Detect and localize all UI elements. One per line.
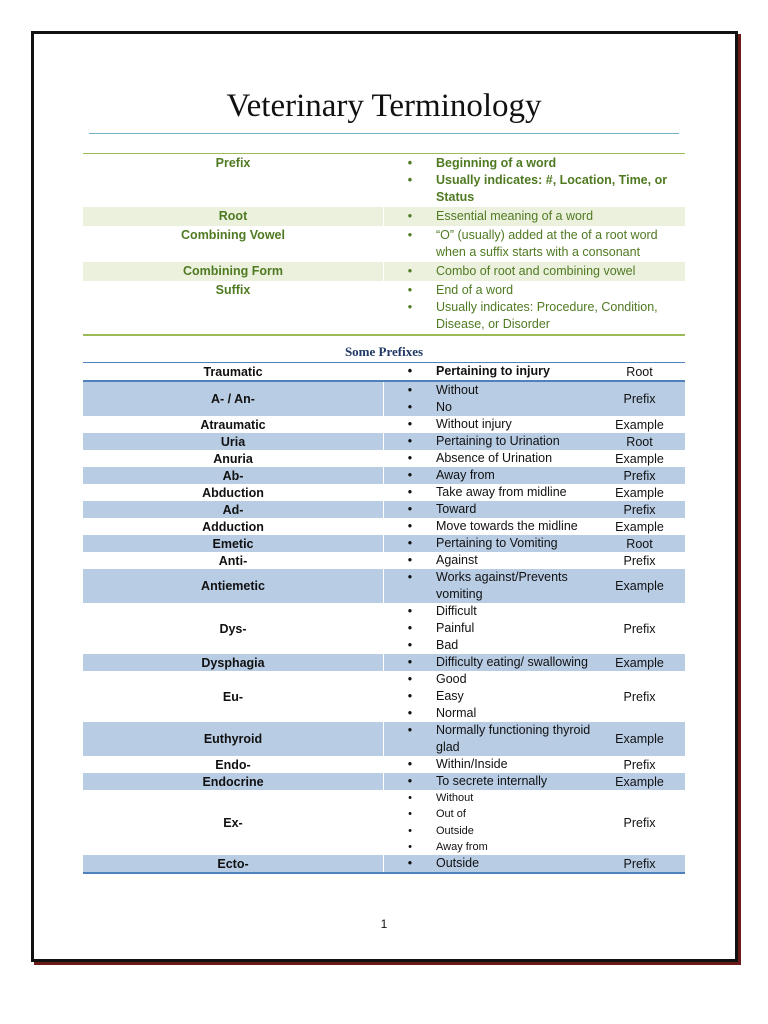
prefix-type: Example bbox=[615, 655, 664, 670]
bullet-dot-icon: • bbox=[407, 757, 413, 771]
bullet-dot-icon: • bbox=[407, 209, 413, 223]
bullet-text: Normally functioning thyroid bbox=[436, 723, 591, 737]
bullet-item bbox=[384, 189, 675, 206]
term-definition bbox=[383, 154, 685, 207]
bullet-item bbox=[384, 535, 594, 552]
bullet-item bbox=[384, 552, 594, 569]
bullet-text: Essential meaning of a word bbox=[436, 209, 594, 223]
bullet-item bbox=[384, 433, 594, 450]
bullet-item bbox=[384, 722, 594, 739]
bullet-text: Normal bbox=[436, 706, 477, 720]
prefix-term: A- / An- bbox=[211, 392, 255, 406]
prefix-term: Ecto- bbox=[217, 856, 249, 871]
bullet-item bbox=[384, 484, 594, 501]
bullet-dot-icon: • bbox=[407, 570, 413, 584]
bullet-dot-icon: • bbox=[407, 451, 413, 465]
page-number: 1 bbox=[380, 917, 388, 931]
bullet-dot-icon: • bbox=[407, 774, 413, 788]
bullet-dot-icon: • bbox=[407, 300, 413, 314]
bullet-item bbox=[384, 586, 594, 603]
prefix-row bbox=[83, 382, 685, 416]
bullet-item bbox=[384, 705, 594, 722]
bullet-dot-icon: • bbox=[407, 672, 413, 686]
bullet-dot-icon: • bbox=[407, 364, 413, 378]
bullet-text: Out of bbox=[436, 808, 466, 821]
prefix-meaning bbox=[383, 363, 594, 380]
bullet-dot-icon: • bbox=[407, 283, 413, 297]
prefix-term: Dys- bbox=[219, 621, 247, 636]
prefix-row bbox=[83, 416, 685, 433]
bullet-text: No bbox=[436, 400, 452, 414]
prefix-term: Traumatic bbox=[203, 364, 263, 379]
bullet-text: Pertaining to Urination bbox=[436, 434, 560, 448]
bullet-item bbox=[384, 671, 594, 688]
prefix-term: Ab- bbox=[222, 468, 244, 483]
term-row bbox=[83, 154, 685, 207]
bullet-dot-icon: • bbox=[407, 638, 413, 652]
bullet-text: glad bbox=[436, 740, 460, 754]
prefix-row bbox=[83, 756, 685, 773]
prefix-type: Prefix bbox=[623, 621, 656, 636]
bullet-text: when a suffix starts with a consonant bbox=[436, 245, 641, 259]
prefix-meaning bbox=[383, 433, 594, 450]
prefixes-table bbox=[83, 362, 685, 874]
prefix-row bbox=[83, 773, 685, 790]
prefix-row bbox=[83, 433, 685, 450]
prefix-type: Root bbox=[626, 434, 653, 449]
bullet-dot-icon: • bbox=[407, 228, 413, 242]
prefix-meaning bbox=[383, 790, 594, 855]
prefix-row bbox=[83, 654, 685, 671]
prefix-meaning bbox=[383, 603, 594, 654]
term-row bbox=[83, 207, 685, 226]
prefix-row bbox=[83, 855, 685, 872]
bullet-text: Works against/Prevents bbox=[436, 570, 568, 584]
bullet-item bbox=[384, 603, 594, 620]
prefix-meaning bbox=[383, 467, 594, 484]
prefix-meaning bbox=[383, 484, 594, 501]
prefix-row bbox=[83, 467, 685, 484]
prefix-row bbox=[83, 450, 685, 467]
bullet-dot-icon: • bbox=[407, 485, 413, 499]
bullet-dot-icon: • bbox=[407, 156, 413, 170]
prefix-term: Adduction bbox=[202, 519, 264, 534]
bullet-text: Without bbox=[436, 383, 479, 397]
bullet-dot-icon: • bbox=[407, 621, 413, 635]
bullet-text: Absence of Urination bbox=[436, 451, 553, 465]
bullet-dot-icon: • bbox=[407, 689, 413, 703]
term-name: Suffix bbox=[215, 283, 251, 297]
bullet-item bbox=[384, 363, 594, 380]
bullet-item bbox=[384, 790, 594, 806]
bullet-item bbox=[384, 208, 675, 225]
bullet-text: Without bbox=[436, 792, 474, 804]
bullet-dot-icon: • bbox=[407, 723, 413, 737]
terms-table bbox=[83, 153, 685, 336]
bullet-item bbox=[384, 688, 594, 705]
bullet-dot-icon bbox=[384, 244, 436, 261]
prefix-term: Emetic bbox=[212, 536, 254, 551]
term-row bbox=[83, 262, 685, 281]
bullet-text: Good bbox=[436, 672, 467, 686]
prefix-type: Example bbox=[615, 485, 664, 500]
prefix-meaning bbox=[383, 416, 594, 433]
prefix-row bbox=[83, 518, 685, 535]
bullet-text: Outside bbox=[436, 824, 474, 837]
bullet-item bbox=[384, 382, 594, 399]
prefix-row bbox=[83, 722, 685, 756]
bullet-dot-icon bbox=[384, 189, 436, 206]
bullet-dot-icon: • bbox=[407, 655, 413, 669]
term-row bbox=[83, 226, 685, 262]
bullet-text: Within/Inside bbox=[436, 757, 508, 771]
bullet-item bbox=[384, 501, 594, 518]
prefix-meaning bbox=[383, 535, 594, 552]
bullet-item bbox=[384, 299, 675, 316]
bullet-dot-icon: • bbox=[407, 383, 413, 397]
bullet-text: Pertaining to injury bbox=[436, 364, 550, 378]
prefix-term: Endocrine bbox=[202, 774, 264, 789]
prefix-type: Example bbox=[615, 417, 664, 432]
prefix-type: Prefix bbox=[623, 468, 656, 483]
bullet-text: Disease, or Disorder bbox=[436, 317, 550, 331]
prefix-type: Example bbox=[615, 579, 664, 593]
bullet-text: Combo of root and combining vowel bbox=[436, 264, 636, 278]
bullet-text: Outside bbox=[436, 856, 480, 871]
prefix-type: Prefix bbox=[623, 392, 656, 406]
prefix-type: Example bbox=[615, 732, 664, 746]
bullet-text: Easy bbox=[436, 689, 464, 703]
prefix-term: Antiemetic bbox=[201, 579, 265, 593]
bullet-dot-icon: • bbox=[408, 808, 412, 821]
bullet-dot-icon: • bbox=[407, 468, 413, 482]
bullet-dot-icon: • bbox=[407, 604, 413, 618]
bullet-dot-icon: • bbox=[407, 553, 413, 567]
bullet-item bbox=[384, 172, 675, 189]
bullet-dot-icon: • bbox=[407, 502, 413, 516]
bullet-text: Difficult bbox=[436, 604, 477, 618]
bullet-text: Painful bbox=[436, 621, 475, 635]
bullet-item bbox=[384, 244, 675, 261]
prefix-row bbox=[83, 484, 685, 501]
prefix-term: Eu- bbox=[222, 689, 244, 704]
bullet-text: Toward bbox=[436, 502, 477, 516]
prefix-term: Uria bbox=[220, 434, 246, 449]
bullet-dot-icon: • bbox=[407, 400, 413, 414]
bullet-dot-icon: • bbox=[407, 519, 413, 533]
bullet-text: Away from bbox=[436, 840, 488, 853]
bullet-dot-icon bbox=[384, 316, 436, 333]
bullet-dot-icon: • bbox=[407, 856, 413, 871]
bullet-text: “O” (usually) added at the of a root word bbox=[436, 228, 658, 242]
term-row bbox=[83, 281, 685, 334]
prefix-type: Example bbox=[615, 451, 664, 466]
prefix-term: Atraumatic bbox=[200, 417, 266, 432]
bullet-item bbox=[384, 450, 594, 467]
bullet-item bbox=[384, 855, 594, 872]
prefix-meaning bbox=[383, 671, 594, 722]
prefix-type: Prefix bbox=[623, 815, 656, 830]
term-definition bbox=[383, 262, 685, 281]
bullet-item bbox=[384, 773, 594, 790]
prefix-meaning bbox=[383, 722, 594, 756]
bullet-text: Pertaining to Vomiting bbox=[436, 536, 558, 550]
prefix-term: Abduction bbox=[202, 485, 264, 500]
prefix-meaning bbox=[383, 450, 594, 467]
prefix-type: Prefix bbox=[623, 757, 656, 772]
term-definition bbox=[383, 207, 685, 226]
prefix-term: Dysphagia bbox=[201, 655, 265, 670]
bullet-item bbox=[384, 282, 675, 299]
prefix-meaning bbox=[383, 552, 594, 569]
bullet-text: Bad bbox=[436, 638, 459, 652]
bullet-item bbox=[384, 569, 594, 586]
page-title: Veterinary Terminology bbox=[226, 88, 542, 124]
prefix-type: Root bbox=[626, 536, 653, 551]
term-name: Combining Form bbox=[183, 264, 283, 278]
bullet-dot-icon: • bbox=[407, 173, 413, 187]
bullet-text: Usually indicates: #, Location, Time, or bbox=[436, 173, 668, 187]
bullet-item bbox=[384, 654, 594, 671]
prefix-type: Example bbox=[615, 774, 664, 789]
bullet-item bbox=[384, 155, 675, 172]
bullet-item bbox=[384, 637, 594, 654]
bullet-item bbox=[384, 518, 594, 535]
bullet-item bbox=[384, 739, 594, 756]
bullet-item bbox=[384, 467, 594, 484]
prefix-term: Euthyroid bbox=[203, 732, 263, 746]
bullet-text: Without injury bbox=[436, 417, 512, 431]
bullet-dot-icon bbox=[384, 586, 436, 603]
bullet-item bbox=[384, 263, 675, 280]
bullet-item bbox=[384, 839, 594, 855]
bullet-text: Against bbox=[436, 553, 478, 567]
bullet-item bbox=[384, 756, 594, 773]
bullet-item bbox=[384, 316, 675, 333]
prefix-row bbox=[83, 603, 685, 654]
bullet-dot-icon: • bbox=[408, 824, 412, 837]
bullet-text: Usually indicates: Procedure, Condition, bbox=[436, 300, 658, 314]
prefix-row bbox=[83, 501, 685, 518]
bullet-text: Move towards the midline bbox=[436, 519, 578, 533]
prefix-term: Ad- bbox=[222, 502, 244, 517]
bullet-text: End of a word bbox=[436, 283, 514, 297]
bullet-text: Status bbox=[436, 190, 475, 204]
bullet-dot-icon: • bbox=[407, 434, 413, 448]
prefix-type: Example bbox=[615, 519, 664, 534]
prefix-row bbox=[83, 535, 685, 552]
prefix-row bbox=[83, 671, 685, 722]
prefix-meaning bbox=[383, 756, 594, 773]
prefix-meaning bbox=[383, 654, 594, 671]
prefix-meaning bbox=[383, 501, 594, 518]
prefix-meaning bbox=[383, 518, 594, 535]
term-name: Combining Vowel bbox=[181, 228, 285, 242]
bullet-text: Away from bbox=[436, 468, 495, 482]
term-name: Root bbox=[218, 209, 248, 223]
prefix-type: Prefix bbox=[623, 689, 656, 704]
bullet-item bbox=[384, 806, 594, 822]
prefix-type: Root bbox=[626, 364, 653, 379]
bullet-text: Beginning of a word bbox=[436, 156, 557, 170]
term-definition bbox=[383, 281, 685, 334]
prefix-term: Ex- bbox=[223, 815, 243, 830]
bullet-text: To secrete internally bbox=[436, 774, 548, 788]
prefix-table-caption: Some Prefixes bbox=[344, 344, 424, 359]
term-definition bbox=[383, 226, 685, 262]
bullet-text: Take away from midline bbox=[436, 485, 567, 499]
prefix-term: Anuria bbox=[213, 451, 253, 466]
bullet-item bbox=[384, 227, 675, 244]
bullet-dot-icon bbox=[384, 739, 436, 756]
bullet-item bbox=[384, 823, 594, 839]
bullet-item bbox=[384, 620, 594, 637]
prefix-row bbox=[83, 790, 685, 855]
prefix-row bbox=[83, 569, 685, 603]
prefix-term: Anti- bbox=[218, 553, 248, 568]
prefix-meaning bbox=[383, 569, 594, 603]
bullet-dot-icon: • bbox=[407, 264, 413, 278]
prefix-meaning bbox=[383, 382, 594, 416]
bullet-dot-icon: • bbox=[407, 706, 413, 720]
prefix-type: Prefix bbox=[623, 502, 656, 517]
prefix-type: Prefix bbox=[623, 553, 656, 568]
bullet-item bbox=[384, 399, 594, 416]
term-name: Prefix bbox=[215, 156, 251, 170]
bullet-dot-icon: • bbox=[407, 536, 413, 550]
bullet-text: Difficulty eating/ swallowing bbox=[436, 655, 588, 669]
title-underline bbox=[89, 133, 679, 134]
bullet-dot-icon: • bbox=[407, 417, 413, 431]
prefix-type: Prefix bbox=[623, 856, 656, 871]
bullet-item bbox=[384, 416, 594, 433]
bullet-dot-icon: • bbox=[408, 792, 412, 804]
bullet-text: vomiting bbox=[436, 587, 483, 601]
prefix-meaning bbox=[383, 855, 594, 872]
prefix-meaning bbox=[383, 773, 594, 790]
prefix-term: Endo- bbox=[215, 757, 251, 772]
prefix-row bbox=[83, 552, 685, 569]
prefix-row bbox=[83, 363, 685, 382]
bullet-dot-icon: • bbox=[408, 840, 412, 853]
